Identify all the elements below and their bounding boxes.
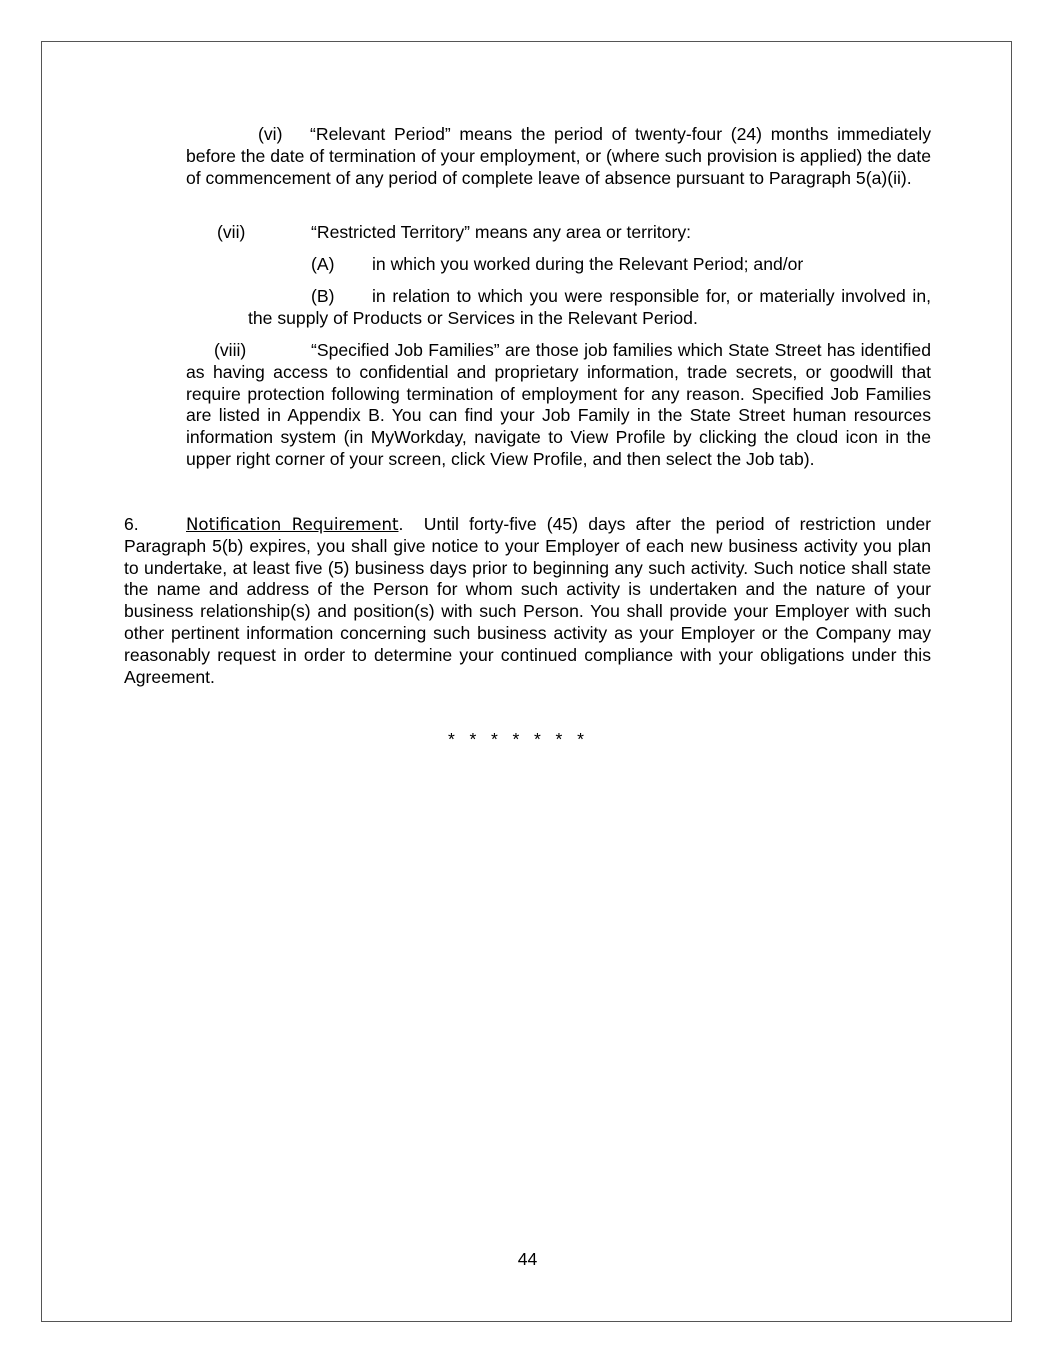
section-separator: * * * * * * *: [448, 729, 584, 749]
section-6: [124, 514, 931, 688]
section-6-heading-suffix: .: [398, 514, 404, 534]
definition-vii-text: “Restricted Territory” means any area or territory:: [311, 222, 692, 242]
definition-vi-text: “Relevant Period” means the period of twenty-four (24) months immediately before the date of termination of your employment, or (where such provision is applied) the date of commencement of any period of complete leave of absence pursuant to Paragraph 5(a)(ii).: [186, 124, 931, 188]
definition-viii-label: (viii): [214, 340, 247, 360]
section-6-text: Until forty-five (45) days after the period of restriction under Paragraph 5(b) expires, you shall give notice to your Employer of each new business activity you plan to undertake, at least five (5) business days prior to beginning any such activity. Such notice shall state the name and address of the Person for whom such activity is undertaken and the nature of your business relationship(s) and position(s) with such Person. You shall provide your Employer with such other pertinent information concerning such business activity as your Employer or the Company may reasonably request in order to determine your continued compliance with your obligations under this Agreement.: [124, 514, 932, 687]
page-number: 44: [517, 1249, 538, 1269]
definition-viii-text: “Specified Job Families” are those job families which State Street has identified as having access to confidential and proprietary information, trade secrets, or goodwill that require protection following termination of employment for any reason. Specified Job Families are listed in Appendix B. You can find your Job Family in the State Street human resources information system (in MyWorkday, navigate to View Profile by clicking the cloud icon in the upper right corner of your screen, click View Profile, and then select the Job tab).: [186, 340, 931, 469]
definition-vi: [186, 124, 931, 189]
section-6-heading: Notification Requirement: [186, 515, 399, 534]
definition-vii-a-label: (A): [311, 254, 335, 274]
definition-vii-a: [311, 254, 931, 276]
definition-vii-label: (vii): [217, 222, 246, 242]
definition-vii-b-label: (B): [311, 286, 335, 306]
definition-vi-label: (vi): [258, 124, 283, 144]
definition-vii-a-text: in which you worked during the Relevant Period; and/or: [372, 254, 804, 274]
definition-vii: [217, 222, 931, 244]
definition-vii-b: [248, 286, 931, 330]
definition-vii-b-text: in relation to which you were responsible for, or materially involved in, the supply of Products or Services in the Relevant Period.: [248, 286, 931, 328]
definition-viii: [186, 340, 931, 471]
section-6-number: 6.: [124, 514, 139, 534]
